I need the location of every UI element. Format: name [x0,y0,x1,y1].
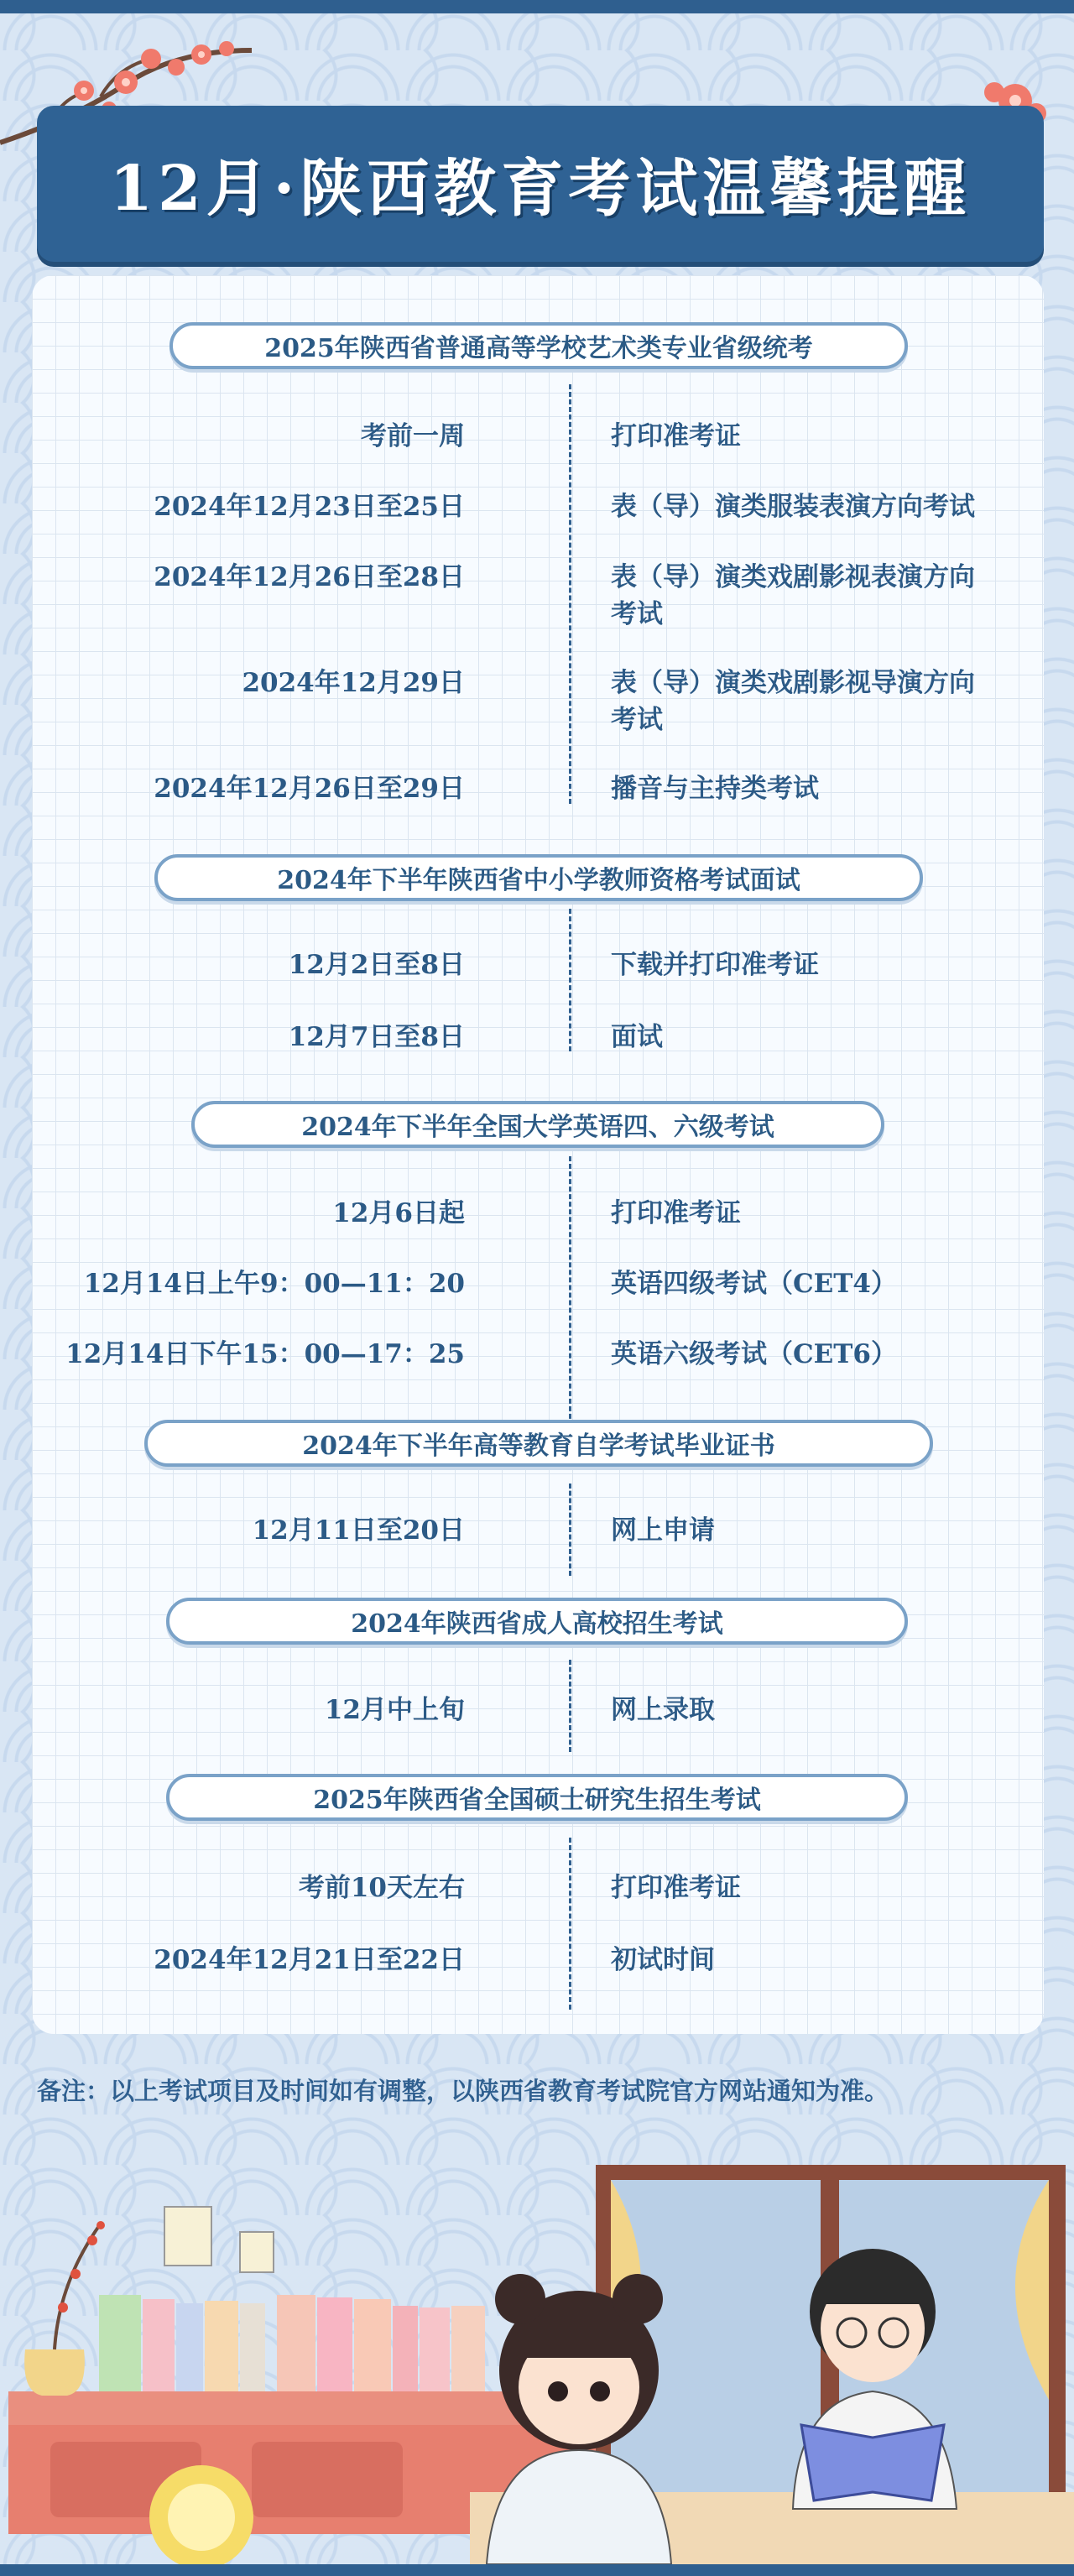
timeline-divider [569,1660,571,1752]
schedule-event: 面试 [611,1022,663,1052]
section-title: 2025年陕西省普通高等学校艺术类专业省级统考 [169,322,908,369]
page-title: 12月·陕西教育考试温馨提醒 [109,153,972,225]
footnote: 备注：以上考试项目及时间如有调整，以陕西省教育考试院官方网站通知为准。 [37,2077,889,2105]
schedule-event: 下载并打印准考证 [611,950,819,980]
schedule-date: 12月14日上午9：00—11：20 [83,1269,465,1299]
timeline-divider [569,909,571,1051]
schedule-date: 2024年12月29日 [242,668,465,698]
section-title: 2024年下半年陕西省中小学教师资格考试面试 [154,854,923,901]
schedule-event: 表（导）演类服装表演方向考试 [611,492,975,522]
timeline-divider [569,384,571,804]
schedule-event: 英语六级考试（CET6） [611,1339,897,1369]
schedule-date: 考前10天左右 [298,1873,465,1903]
timeline-divider [569,1156,571,1442]
title-banner [37,106,1044,262]
schedule-date: 2024年12月21日至22日 [154,1945,465,1975]
schedule-event: 英语四级考试（CET4） [611,1269,897,1299]
timeline-divider [569,1484,571,1576]
schedule-event: 初试时间 [611,1945,715,1975]
section-title: 2024年下半年高等教育自学考试毕业证书 [144,1420,933,1467]
schedule-event: 播音与主持类考试 [611,774,819,804]
study-scene-illustration [0,2148,1074,2564]
schedule-event: 网上申请 [611,1515,715,1546]
schedule-date: 2024年12月26日至29日 [154,774,465,804]
schedule-date: 12月2日至8日 [288,950,465,980]
schedule-date: 12月14日下午15：00—17：25 [65,1339,465,1369]
section-title: 2024年陕西省成人高校招生考试 [166,1598,908,1645]
schedule-card [32,275,1044,2034]
schedule-date: 2024年12月23日至25日 [154,492,465,522]
schedule-date: 12月中上旬 [324,1695,465,1725]
schedule-event: 打印准考证 [611,421,741,451]
schedule-event: 网上录取 [611,1695,715,1725]
top-strip [0,0,1074,13]
schedule-date: 12月11日至20日 [252,1515,465,1546]
schedule-event: 表（导）演类戏剧影视导演方向考试 [611,668,975,735]
schedule-event: 打印准考证 [611,1198,741,1228]
schedule-date: 考前一周 [361,421,465,451]
section-title: 2025年陕西省全国硕士研究生招生考试 [166,1774,908,1821]
schedule-event: 打印准考证 [611,1873,741,1903]
section-title: 2024年下半年全国大学英语四、六级考试 [191,1101,884,1148]
schedule-date: 2024年12月26日至28日 [154,562,465,592]
timeline-divider [569,1838,571,2010]
schedule-date: 12月7日至8日 [288,1022,465,1052]
schedule-event: 表（导）演类戏剧影视表演方向考试 [611,562,975,629]
bottom-strip [0,2564,1074,2576]
schedule-date: 12月6日起 [332,1198,465,1228]
